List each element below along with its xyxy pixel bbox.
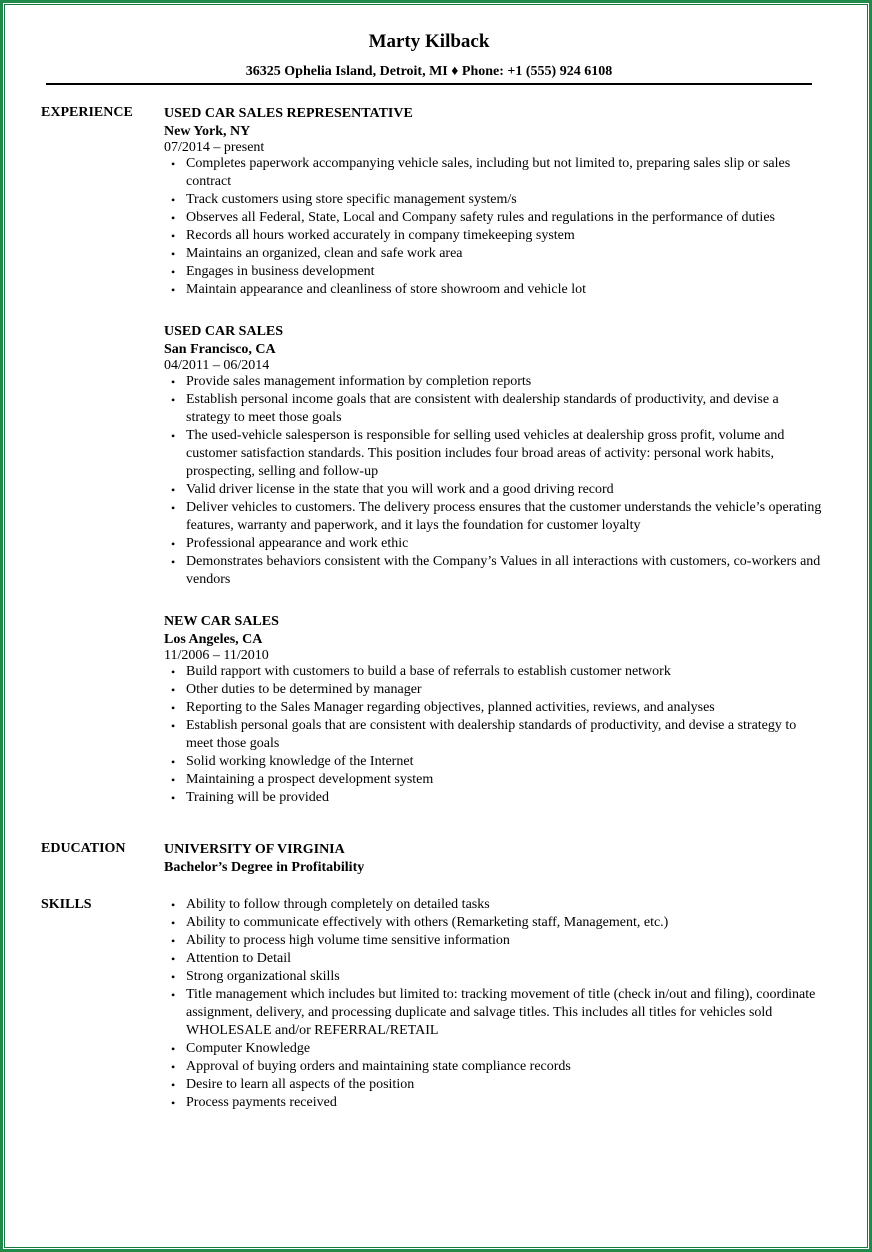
job-entry [164, 613, 824, 807]
list-item: • Establish personal goals that are consistent with dealership standards of productivity, and devise a strategy to meet those goals [164, 717, 824, 753]
job-location: Los Angeles, CA [164, 632, 263, 647]
job-title: USED CAR SALES REPRESENTATIVE [164, 106, 413, 121]
list-item: • Completes paperwork accompanying vehicle sales, including but not limited to, preparing sales slip or sales contract [164, 155, 824, 191]
list-item: • Ability to process high volume time sensitive information [164, 932, 824, 950]
list-item: • Maintains an organized, clean and safe work area [164, 245, 824, 263]
list-item: • Provide sales management information by completion reports [164, 373, 824, 391]
experience-section [164, 105, 824, 821]
list-item: • Engages in business development [164, 263, 824, 281]
job-title: USED CAR SALES [164, 324, 284, 339]
job-location: San Francisco, CA [164, 342, 276, 357]
list-item: • Title management which includes but limited to: tracking movement of title (check in/out and filing), coordinate assignment, delivery, and processing duplicate and salvage titles. This includes all titles for vehicles sold WHOLESALE and/or REFERRAL/RETAIL [164, 986, 824, 1040]
job-dates: 04/2011 – 06/2014 [164, 358, 270, 373]
list-item: • Build rapport with customers to build a base of referrals to establish customer network [164, 663, 824, 681]
list-item: • Maintaining a prospect development system [164, 771, 824, 789]
skills-section [164, 896, 824, 1112]
list-item: • Reporting to the Sales Manager regarding objectives, planned activities, reviews, and analyses [164, 699, 824, 717]
list-item: • Other duties to be determined by manager [164, 681, 824, 699]
list-item: • Records all hours worked accurately in company timekeeping system [164, 227, 824, 245]
list-item: • Process payments received [164, 1094, 824, 1112]
list-item: • Ability to communicate effectively with others (Remarketing staff, Management, etc.) [164, 914, 824, 932]
list-item: • Training will be provided [164, 789, 824, 807]
job-location: New York, NY [164, 124, 251, 139]
list-item: • Solid working knowledge of the Internet [164, 753, 824, 771]
list-item: • Deliver vehicles to customers. The delivery process ensures that the customer understands the vehicle’s operating features, warranty and paperwork, and it lays the foundation for customer loyalty [164, 499, 824, 535]
job-entry [164, 105, 824, 299]
education-section [164, 841, 824, 877]
list-item: • Strong organizational skills [164, 968, 824, 986]
list-item: • Demonstrates behaviors consistent with the Company’s Values in all interactions with customers, co-workers and vendors [164, 553, 824, 589]
list-item: • Desire to learn all aspects of the position [164, 1076, 824, 1094]
list-item: • Valid driver license in the state that you will work and a good driving record [164, 481, 824, 499]
job-duties-list [164, 373, 824, 589]
list-item: • Approval of buying orders and maintaining state compliance records [164, 1058, 824, 1076]
job-duties-list [164, 663, 824, 807]
job-dates: 11/2006 – 11/2010 [164, 648, 269, 663]
list-item: • Attention to Detail [164, 950, 824, 968]
experience-heading: EXPERIENCE [41, 105, 133, 120]
list-item: • Computer Knowledge [164, 1040, 824, 1058]
skills-list [164, 896, 824, 1112]
list-item: • Professional appearance and work ethic [164, 535, 824, 553]
job-duties-list [164, 155, 824, 299]
skills-heading: SKILLS [41, 897, 92, 912]
list-item: • Establish personal income goals that are consistent with dealership standards of productivity, and devise a strategy to meet those goals [164, 391, 824, 427]
list-item: • Ability to follow through completely on detailed tasks [164, 896, 824, 914]
header-divider [46, 83, 812, 85]
school-name: UNIVERSITY OF VIRGINIA [164, 842, 345, 857]
degree-name: Bachelor’s Degree in Profitability [164, 860, 365, 875]
job-dates: 07/2014 – present [164, 140, 265, 155]
job-title: NEW CAR SALES [164, 614, 279, 629]
contact-line: 36325 Ophelia Island, Detroit, MI ♦ Phone: +1 (555) 924 6108 [245, 64, 613, 79]
candidate-name: Marty Kilback [368, 31, 490, 52]
list-item: • Maintain appearance and cleanliness of store showroom and vehicle lot [164, 281, 824, 299]
list-item: • Track customers using store specific management system/s [164, 191, 824, 209]
education-heading: EDUCATION [41, 841, 126, 856]
list-item: • Observes all Federal, State, Local and Company safety rules and regulations in the performance of duties [164, 209, 824, 227]
job-entry [164, 323, 824, 589]
list-item: • The used-vehicle salesperson is responsible for selling used vehicles at dealership gross profit, volume and customer satisfaction standards. This position includes four broad areas of activity: personal work habits, prospecting, selling and follow-up [164, 427, 824, 481]
